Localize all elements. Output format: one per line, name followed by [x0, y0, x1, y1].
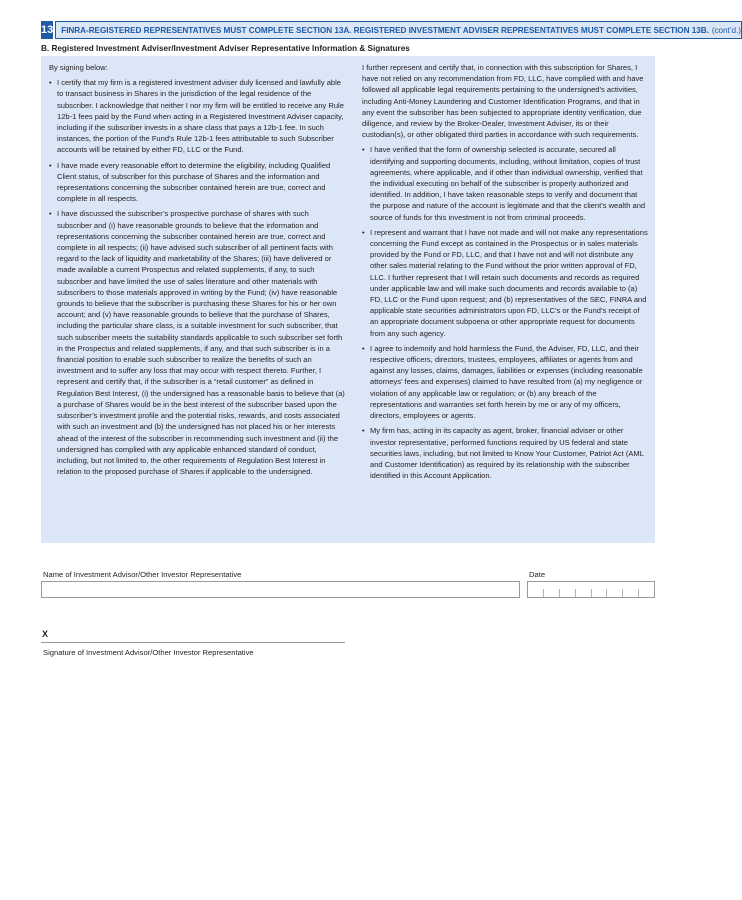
section-title-bar	[55, 21, 742, 39]
list-item: • I certify that my firm is a registered investment adviser duly licensed and lawfully able to transact business in Shares in the jurisdiction of the legal residence of the subscriber. I acknowledge that neither I nor my firm will be entitled to receive any Rule 12b-1 fees paid by the Fund when acting in a Registered Investment Adviser capacity, including if the subscriber invests in a share class that pays a 12b-1 fee. In such instances, the portion of the Fund’s Rule 12b-1 fees attributable to such Subscriber accounts will be retained by either FD, LLC or the Fund.	[49, 78, 344, 155]
list-item: • I have made every reasonable effort to determine the eligibility, including Qualified Client status, of subscriber for this purchase of Shares and the information and representations concerning the subscriber contained herein are true, correct and complete in all respects.	[49, 160, 331, 204]
date-digit-cell	[592, 589, 608, 597]
name-input[interactable]	[41, 581, 520, 598]
left-bullet-list	[49, 77, 345, 477]
list-item: • I represent and warrant that I have not made and will not make any representations concerning the Fund except as contained in the Prospectus or in sales materials provided by the Fund or FD, LLC, and that I have not and will not distribute any other sales material relating to the Fund without the prior written approval of FD, LLC. I further represent that I will retain such documents and records as required under applicable law and will make such documents and records available to (a) FD, LLC or the Fund upon request; and (b) representatives of the SEC, FINRA and applicable state securities administrators upon FD, LLC’s or the Fund’s receipt of an appropriate document subpoena or other appropriate request for documents from any such agency.	[362, 227, 648, 338]
signature-mark: X	[42, 629, 49, 639]
name-field-label: Name of Investment Advisor/Other Investor Representative	[43, 570, 242, 579]
date-digit-cell	[576, 589, 592, 597]
right-intro: I further represent and certify that, in connection with this subscription for Shares, I have not relied on any recommendation from FD, LLC, have complied with and have followed all applicable legal requirements pertaining to the undersigned’s activities, including Anti-Money Laundering and Customer Identification Programs, and that in any event the subscriber has been subjected to appropriate identity verification, due diligence, and review by the Broker-Dealer, Investment Adviser, its or their custodian(s), or other obligated third parties in accordance with such requirements.	[362, 63, 644, 140]
bullet-icon: •	[49, 209, 52, 219]
date-digit-cell	[544, 589, 560, 597]
bullet-icon: •	[362, 426, 365, 436]
list-item: • I have discussed the subscriber’s prospective purchase of shares with such subscriber and (i) have reasonable grounds to believe that the information and representations concerning the subscriber contained herein are true, correct and complete in all respects; (ii) have advised such subscriber of all pertinent facts with regard to the lack of liquidity and marketability of the Shares; (iii) have delivered or made available a current Prospectus and related supplements, if any, to such subscriber and have limited the use of sales literature and other materials with subscribers to those materials approved in writing by the Fund; (iv) have reasonable grounds to believe that the subscriber is purchasing these Shares for his or her own account; and (v) have reasonable grounds to believe that the purchase of Shares, including the particular share class, is a suitable investment for such subscriber, that such subscriber meets the suitability standards applicable to such subscriber set forth in the Prospectus and related supplements, if any, and that such subscriber is in a financial position to enable such subscriber to realize the benefits of such an investment and to suffer any loss that may occur with respect thereto. Further, I represent and certify that, if the subscriber is a “retail customer” as defined in Regulation Best Interest, (i) the undersigned has a reasonable basis to believe that (a) a purchase of Shares would be in the best interest of the subscriber based upon the subscriber’s investment profile and the potential risks, rewards, and costs associated with such an investment and (b) the undersigned has not placed his or her interests ahead of the interest of the subscriber in recommending such investment and (ii) the undersigned has complied with any applicable enhanced standard of conduct, including, but not limited to, the other requirements of Regulation Best Interest in relation to the proposed purchase of Shares if applicable to the undersigned.	[49, 209, 345, 477]
date-digit-cell	[560, 589, 576, 597]
left-intro: By signing below:	[49, 63, 108, 72]
date-digit-cell	[623, 589, 639, 597]
bullet-icon: •	[49, 78, 52, 88]
section-continued: (cont’d.)	[711, 25, 741, 35]
right-bullet-list	[362, 144, 649, 481]
certification-panel	[41, 56, 655, 543]
bullet-icon: •	[49, 160, 52, 170]
date-digit-cell	[639, 589, 654, 597]
date-digit-cell	[607, 589, 623, 597]
date-field-label: Date	[529, 570, 546, 579]
subsection-title: B. Registered Investment Adviser/Investment Adviser Representative Information & Signatures	[41, 44, 410, 53]
list-item: • I agree to indemnify and hold harmless the Fund, the Adviser, FD, LLC, and their respective officers, directors, trustees, employees, affiliates or agents from and against any losses, claims, damages, liabilities or expenses (including reasonable attorneys’ fees and expenses) claimed to have resulted from (a) my negligence or violation of any applicable law or regulation; or (b) any breach of the representations and warranties set forth herein by me or any of my officers, directors, employees or agents.	[362, 343, 643, 421]
bullet-icon: •	[362, 343, 365, 353]
bullet-icon: •	[362, 145, 365, 155]
section-title: FINRA-REGISTERED REPRESENTATIVES MUST COMPLETE SECTION 13A. REGISTERED INVESTMENT ADVISER REPRESENTATIVES MUST COMPLETE SECTION 13B.	[61, 25, 709, 35]
date-digit-cell	[528, 589, 544, 597]
signature-line[interactable]	[41, 642, 345, 643]
right-column	[362, 62, 649, 481]
list-item: • My firm has, acting in its capacity as agent, broker, financial adviser or other investor representative, performed functions required by US federal and state securities laws, including, but not limited to Know Your Customer, Patriot Act (AML and Customer Identification) as required by its relationship with the subscriber identified in this Account Application.	[362, 426, 644, 481]
date-input[interactable]	[527, 581, 655, 598]
section-number: 13	[41, 21, 53, 39]
bullet-icon: •	[362, 227, 365, 237]
signature-field-label: Signature of Investment Advisor/Other Investor Representative	[43, 648, 254, 657]
section-header	[41, 21, 741, 39]
list-item: • I have verified that the form of ownership selected is accurate, secured all identifying and supporting documents, including, without limitation, copies of trust agreements, where applicable, and if other than individual ownership, verified that the individual executing on behalf of the subscriber is properly authorized and identified. In addition, I have taken reasonable steps to verify and document that the purpose and nature of the account is legitimate and that the client’s wealth and source of funds for this investment is not from criminal proceeds.	[362, 145, 646, 222]
left-column	[49, 62, 345, 477]
